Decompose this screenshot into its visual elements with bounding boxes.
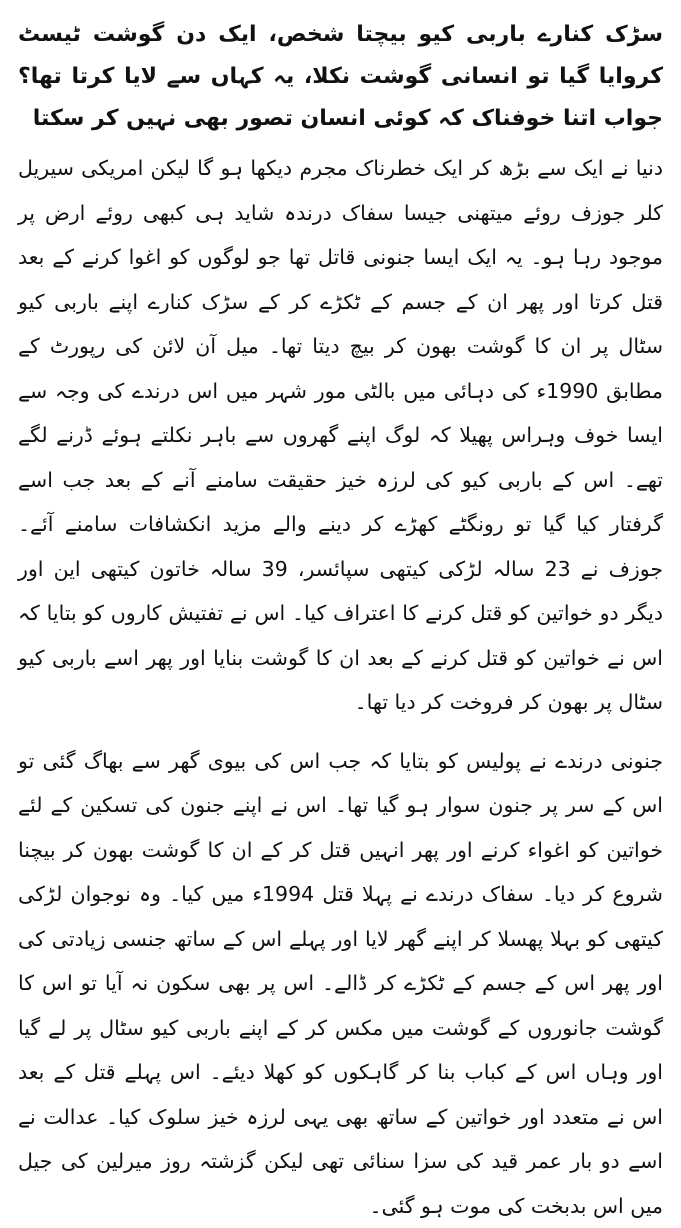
article-paragraph-1: دنیا نے ایک سے بڑھ کر ایک خطرناک مجرم دیکھا ہو گا لیکن امریکی سیریل کلر جوزف روئے میتھنی جیسا سفاک درندہ شاید ہی کبھی روئے ارض پر موجود رہا ہو۔ یہ ایک ایسا جنونی قاتل تھا جو لوگوں کو اغوا کرنے کے بعد قتل کرتا اور پھر ان کے جسم کے ٹکڑے کر کے سڑک کنارے اپنے باربی کیو سٹال پر ان کا گوشت بھون کر بیچ دیتا تھا۔ میل آن لائن کی رپورٹ کے مطابق 1990ء کی دہائی میں بالٹی مور شہر میں اس درندے کی وجہ سے ایسا خوف وہراس پھیلا کہ لوگ اپنے گھروں سے باہر نکلتے ہوئے ڈرنے لگے تھے۔ اس کے باربی کیو کی لرزہ خیز حقیقت سامنے آنے کے بعد جب اسے گرفتار کیا گیا تو رونگٹے کھڑے کر دینے والے مزید انکشافات سامنے آئے۔ جوزف نے 23 سالہ لڑکی کیتھی سپائسر، 39 سالہ خاتون کیتھی این اور دیگر دو خواتین کو قتل کرنے کا اعتراف کیا۔ اس نے تفتیش کاروں کو بتایا کہ اس نے خواتین کو قتل کرنے کے بعد ان کا گوشت بنایا اور پھر اسے باربی کیو سٹال پر بھون کر فروخت کر دیا تھا۔ [18, 146, 663, 725]
article-headline: سڑک کنارے باربی کیو بیچتا شخص، ایک دن گوشت ٹیسٹ کروایا گیا تو انسانی گوشت نکلا، یہ کہاں سے لایا کرتا تھا؟ جواب اتنا خوفناک کہ کوئی انسان تصور بھی نہیں کر سکتا [18, 14, 663, 140]
article-paragraph-2: جنونی درندے نے پولیس کو بتایا کہ جب اس کی بیوی گھر سے بھاگ گئی تو اس کے سر پر جنون سوار ہو گیا تھا۔ اس نے اپنے جنون کی تسکین کے لئے خواتین کو اغواء کرنے اور پھر انہیں قتل کر کے ان کا گوشت بھون کر بیچنا شروع کر دیا۔ سفاک درندے نے پہلا قتل 1994ء میں کیا۔ وہ نوجوان لڑکی کیتھی کو بہلا پھسلا کر اپنے گھر لایا اور پہلے اس کے ساتھ جنسی زیادتی کی اور پھر اس کے جسم کے ٹکڑے کر ڈالے۔ اس پر بھی سکون نہ آیا تو اس کا گوشت جانوروں کے گوشت میں مکس کر کے اپنے باربی کیو سٹال پر لے گیا اور وہاں اس کے کباب بنا کر گاہکوں کو کھلا دیئے۔ اس پہلے قتل کے بعد اس نے متعدد اور خواتین کے ساتھ بھی یہی لرزہ خیز سلوک کیا۔ عدالت نے اسے دو بار عمر قید کی سزا سنائی تھی لیکن گزشتہ روز میرلین کی جیل میں اس بدبخت کی موت ہو گئی۔ [18, 739, 663, 1228]
